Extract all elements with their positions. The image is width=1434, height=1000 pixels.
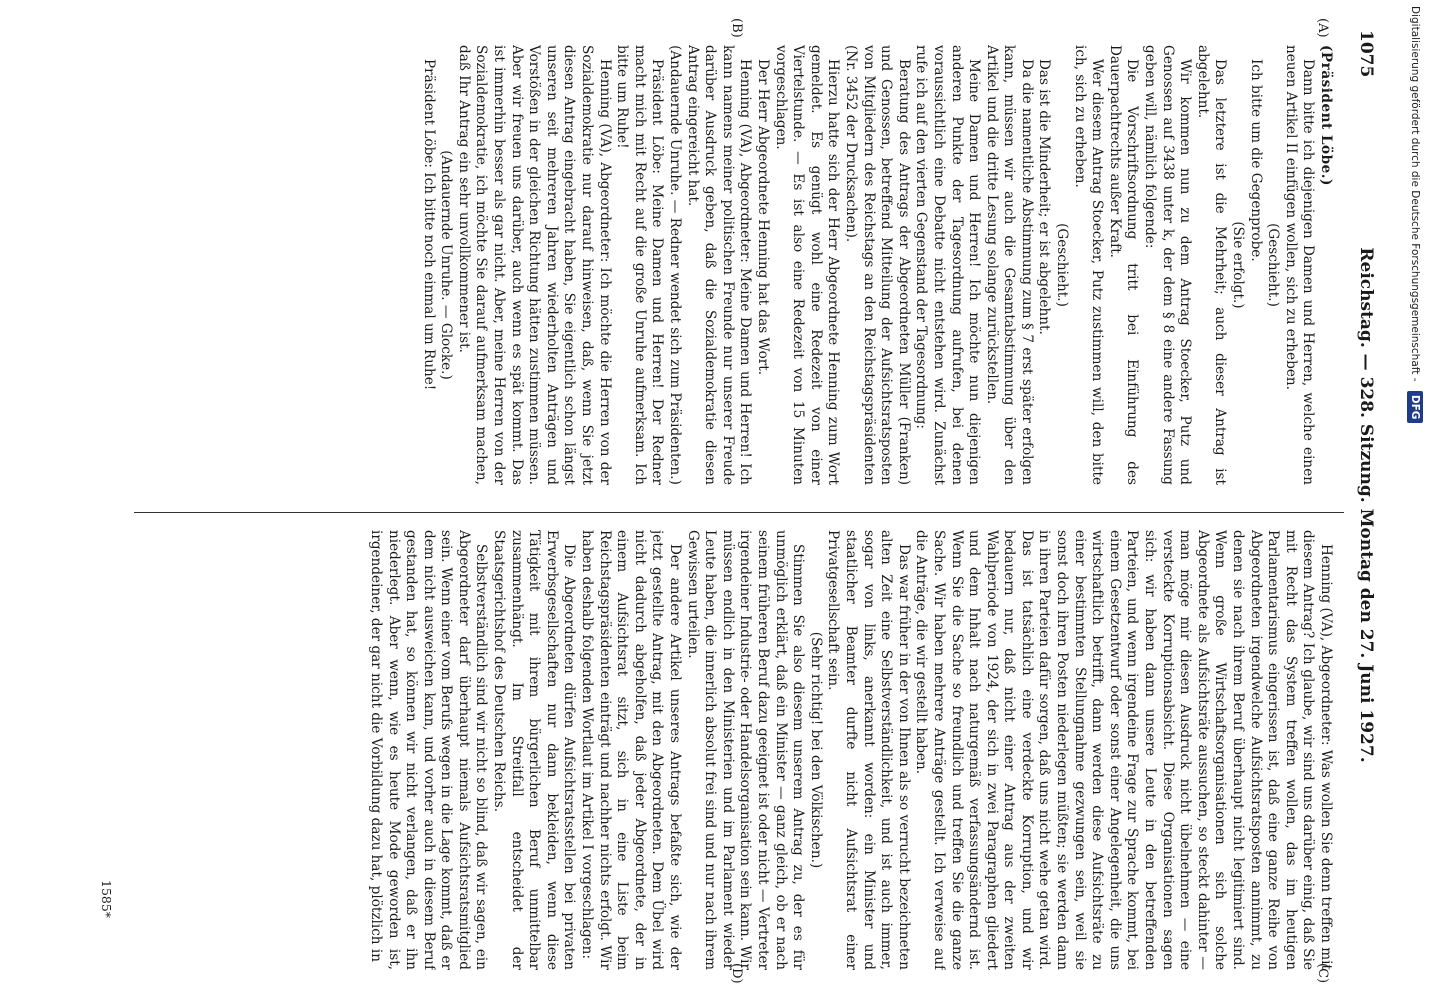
left-column-paragraph: Da die namentliche Abstimmung zum § 7 erst später erfolgen kann, müssen wir auch die Gesamtabstimmung über den Artikel und die dritte Lesung solange zurückstellen. xyxy=(983,45,1035,485)
left-column-paragraph: (Präsident Löbe.) xyxy=(1318,45,1334,186)
right-column-paragraph: Das war früher in der von Ihnen als so verrucht bezeichneten alten Zeit eine Selbstverständlichkeit, und ist auch immer, sogar von links, anerkannt worden: ein Minister und staatlicher Beamter durfte nicht Aufsichtsrat einer Privatgesellschaft sein. xyxy=(825,530,912,970)
left-column-paragraph: Hierzu hatte sich der Herr Abgeordnete Henning zum Wort gemeldet. Es genügt wohl eine Redezeit von einer Viertelstunde. — Es ist also eine Redezeit von 15 Minuten vorgeschlagen. xyxy=(772,45,842,485)
left-column-paragraph: Beratung des Antrags der Abgeordneten Müller (Franken) und Genossen, betreffend Mitteilung der Aufsichtsratsposten von Mitgliedern des Reichstags an den Reichstagspräsidenten (Nr. 3452 der Drucksachen). xyxy=(842,45,912,485)
footer-mark: 1585* xyxy=(99,880,114,919)
left-column xyxy=(139,45,1334,485)
margin-marker-c: (C) xyxy=(1315,963,1330,984)
left-column-paragraph: (Andauernde Unruhe. — Redner wendet sich zum Präsidenten.) xyxy=(667,45,684,485)
left-column-paragraph: Präsident Löbe: Meine Damen und Herren! Der Redner macht mich mit Recht auf die große Unruhe aufmerksam. Ich bitte um Ruhe! xyxy=(614,45,666,485)
dfg-logo: DFG xyxy=(1407,391,1423,424)
right-column-paragraph: Selbstverständlich sind wir nicht so blind, daß wir sagen, ein Abgeordneter darf überhaupt niemals Aufsichtsratsmitglied sein. Wenn einer vom Berufs wegen in die Lage kommt, daß er dem nicht ausweichen kann, und vorher auch in diesem Beruf gestanden hat, so können wir nicht verlangen, daß er ihn niederlegt. Aber wenn, wie es heute Mode geworden ist, irgendeiner, der gar nicht die Vorbildung dazu hat, plötzlich in xyxy=(367,530,490,970)
page-header xyxy=(1346,30,1386,980)
left-column-paragraph: Henning (VA), Abgeordneter: Meine Damen und Herren! Ich kann namens meiner politischen Freunde nur unserer Freude darüber Ausdruck geben, daß die Sozialdemokratie diesen Antrag eingereicht hat. xyxy=(684,45,754,485)
left-column-paragraph: Wir kommen nun zu dem Antrag Stoecker, Putz und Genossen auf 3438 unter k, der dem § 8 eine andere Fassung geben will, nämlich folgende: xyxy=(1142,45,1194,485)
right-column-paragraph: Henning (VA), Abgeordneter: Was wollen Sie denn treffen mit diesem Antrag? Ich glaube, wir sind uns darüber einig, daß Sie mit Recht das System treffen wollen, das im heutigen Parlamentarismus eingerissen ist, daß eine ganze Reihe von Abgeordneten irgendwelche Aufsichtsratsposten annimmt, zu denen sie nach ihrem Beruf überhaupt nicht legitimiert sind. Wenn große Wirtschaftsorganisationen sich solche Abgeordnete als Aufsichtsräte aussuchen, so steckt dahinter — man möge mir diesen Ausdruck nicht übelnehmen — eine versteckte Korruptionsabsicht. Diese Organisationen sagen sich: wir haben dann unsere Leute in den betreffenden Parteien, und wenn irgendeine Frage zur Sprache kommt, bei einem Gesetzentwurf oder sonst einer Angelegenheit, die uns wirtschaftlich betrifft, dann werden diese Aufsichtsräte zu einer bestimmten Stellungnahme gezwungen sein, weil sie sonst doch ihren Posten niederlegen müßten; sie werden dann in ihren Parteien dafür sorgen, daß uns nicht wehe getan wird. Das ist tatsächlich eine verdeckte Korruption, und wir bedauern nur, daß nicht einer Antrag aus der zweiten Wahlperiode von 1924, der sich in zwei Paragraphen gliedert und dem Inhalt nach naturgemäß verfassungsändernd ist. Wenn Sie die Sache so freundlich und treffen Sie die ganze Sache. Wir haben mehrere Anträge gestellt. Ich verweise auf die Anträge, die wir gestellt haben. xyxy=(913,530,1334,970)
left-column-paragraph: Wer diesem Antrag Stoecker, Putz zustimmen will, den bitte ich, sich zu erheben. xyxy=(1071,45,1106,485)
left-column-paragraph: (Geschieht.) xyxy=(1054,223,1071,307)
left-column-paragraph: Ich bitte um die Gegenprobe. xyxy=(1247,59,1264,262)
right-column-paragraph: Der andere Artikel unseres Antrags befaßte sich, wie der jetzt gestellte Antrag, mit den Abgeordneten. Dem Übel wird nicht dadurch abgeholfen, daß jeder Abgeordnete, der in einem Aufsichtsrat sitzt, sich in eine Liste beim Reichstagspräsidenten einträgt und nachher nichts erfolgt. Wir haben deshalb folgenden Wortlaut im Artikel I vorgeschlagen: xyxy=(579,530,684,970)
left-column-paragraph: Dann bitte ich diejenigen Damen und Herren, welche einen neuen Artikel II einfügen wollen, sich zu erheben. xyxy=(1282,45,1317,485)
sidebar-text: Digitalisierung gefördert durch die Deutsche Forschungsgemeinschaft - xyxy=(1409,6,1421,382)
left-column-paragraph: Das ist die Minderheit; er ist abgelehnt. xyxy=(1036,59,1053,335)
column-divider xyxy=(134,512,1344,513)
left-column-paragraph: (Andauernde Unruhe. — Glocke.) xyxy=(438,150,455,380)
margin-marker-b: (B) xyxy=(729,18,744,38)
digitization-sidebar xyxy=(1404,6,1426,996)
left-column-paragraph: Meine Damen und Herren! Ich möchte nun diejenigen anderen Punkte der Tagesordnung aufrufen, bei denen voraussichtlich eine Debatte nicht entstehen wird. Zunächst rufe ich auf den vierten Gegenstand der Tagesordnung: xyxy=(913,45,983,485)
right-column xyxy=(139,530,1334,970)
page-number: 1075 xyxy=(1356,30,1376,78)
margin-marker-d: (D) xyxy=(729,963,744,984)
header-title: Reichstag. — 328. Sitzung. Montag den 27. Juni 1927. xyxy=(1356,247,1376,763)
left-column-paragraph: Präsident Löbe: Ich bitte noch einmal um Ruhe! xyxy=(420,59,437,391)
left-column-paragraph: Das letztere ist die Mehrheit; auch dieser Antrag ist abgelehnt. xyxy=(1194,45,1229,485)
right-column-paragraph: Stimmen Sie also diesem unserem Antrag zu, der es für unmöglich erklärt, daß ein Minister — ganz gleich, ob er nach seinem früheren Beruf dazu geeignet ist oder nicht — Vertreter irgendeiner Industrie- oder Handelsorganisation sein kann. Wir müssen endlich in den Ministerien und im Parlament wieder Leute haben, die innerlich absolut frei sind und nur nach ihrem Gewissen urteilen. xyxy=(684,530,807,970)
left-column-paragraph: Henning (VA), Abgeordneter: Ich möchte die Herren von der Sozialdemokratie nur darauf hinweisen, daß, wenn Sie jetzt diesen Antrag eingebracht haben, Sie eigentlich schon längst unseren seit mehreren Jahren wiederholten Anträgen und Vorstößen in der gleichen Richtung hätten zustimmen müssen. Aber wir freuen uns darüber, auch wenn es spät kommt. Das ist immerhin besser als gar nicht. Aber, meine Herren von der Sozialdemokratie, ich möchte Sie darauf aufmerksam machen, daß Ihr Antrag ein sehr unvollkommener ist. xyxy=(455,45,613,485)
right-column-paragraph: (Sehr richtig! bei den Völkischen.) xyxy=(807,631,824,869)
margin-marker-a: (A) xyxy=(1315,18,1330,38)
left-column-paragraph: (Geschieht.) xyxy=(1265,223,1282,307)
right-column-paragraph: Die Abgeordneten dürfen Aufsichtsratsstellen bei privaten Erwerbsgesellschaften nur dann bekleiden, wenn diese Tätigkeit mit ihrem bürgerlichen Beruf unmittelbar zusammenhängt. Im Streitfall entscheidet der Staatsgerichtshof des Deutschen Reichs. xyxy=(491,530,578,970)
left-column-paragraph: Der Herr Abgeordnete Henning hat das Wort. xyxy=(755,59,771,376)
left-column-paragraph: (Sie erfolgt.) xyxy=(1230,221,1247,309)
left-column-paragraph: Die Vorschriftsordnung tritt bei Einführung des Dauerpachtrechts außer Kraft. xyxy=(1106,45,1141,485)
